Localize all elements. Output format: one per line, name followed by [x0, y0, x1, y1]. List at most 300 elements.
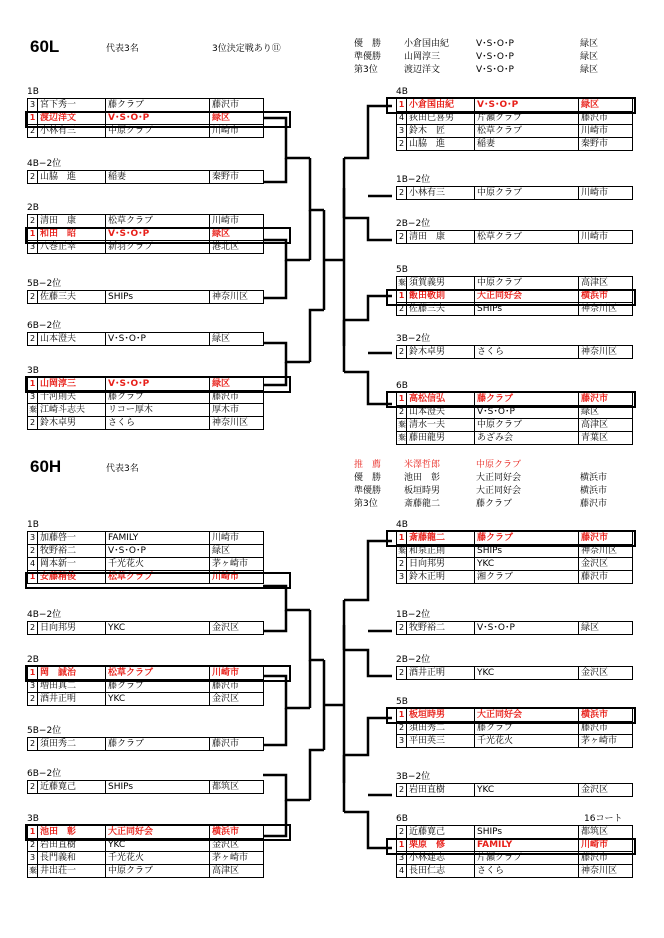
- result-area: 横浜市: [580, 473, 608, 483]
- player-name: 鈴木卓男: [38, 417, 106, 430]
- player-rank: 2: [397, 667, 407, 680]
- player-club: SHIPs: [106, 291, 210, 304]
- bracket-line: [344, 218, 392, 240]
- player-area: 緑区: [579, 406, 633, 419]
- player-club: SHIPs: [475, 545, 579, 558]
- player-name: 宮下秀一: [38, 99, 106, 112]
- player-name: 清水一夫: [407, 419, 475, 432]
- player-area: 緑区: [210, 545, 264, 558]
- player-area: 金沢区: [579, 558, 633, 571]
- player-area: 川崎市: [579, 839, 633, 852]
- player-name: 近藤寛己: [38, 781, 106, 794]
- result-club: 中原クラブ: [476, 460, 522, 470]
- player-name: 日向邦男: [407, 558, 475, 571]
- player-name: 清田 康: [38, 215, 106, 228]
- player-club: 片瀬クラブ: [475, 112, 579, 125]
- group-label: 2B: [27, 203, 39, 213]
- player-rank: 2: [397, 406, 407, 419]
- player-name: 山脇 進: [38, 171, 106, 184]
- player-name: 須田秀二: [407, 722, 475, 735]
- bracket-line: [344, 541, 392, 600]
- player-name: 加藤啓一: [38, 532, 106, 545]
- player-name: 斎藤龍二: [407, 532, 475, 545]
- bracket-line: [344, 372, 392, 404]
- player-name: 池田 彰: [38, 826, 106, 839]
- bracket-line: [344, 296, 392, 320]
- player-club: YKC: [106, 839, 210, 852]
- player-name: 小倉国由紀: [407, 99, 475, 112]
- result-name: 板垣時男: [404, 486, 441, 496]
- player-rank: 4: [397, 112, 407, 125]
- section-note-60h: 代表3名: [106, 464, 139, 474]
- player-rank: 2: [397, 138, 407, 151]
- result-name: 渡辺洋文: [404, 65, 441, 75]
- player-name: 小林有三: [407, 187, 475, 200]
- player-area: 川崎市: [579, 187, 633, 200]
- result-name: 小倉国由紀: [404, 39, 450, 49]
- player-rank: 3: [28, 852, 38, 865]
- player-area: 金沢区: [210, 839, 264, 852]
- player-rank: 1: [397, 839, 407, 852]
- bracket-line: [263, 158, 286, 182]
- player-name: 江崎斗志夫: [38, 404, 106, 417]
- group-label: 2B: [27, 655, 39, 665]
- player-rank: 2: [28, 545, 38, 558]
- player-club: 大正同好会: [475, 709, 579, 722]
- player-name: 和泉正則: [407, 545, 475, 558]
- group-label: 1B−2位: [396, 610, 431, 620]
- player-name: 十河則夫: [38, 391, 106, 404]
- court-label: 16コート: [584, 814, 623, 824]
- player-rank: 3: [28, 99, 38, 112]
- player-club: 湘クラブ: [475, 571, 579, 584]
- player-name: 須賀義男: [407, 277, 475, 290]
- player-rank: 2: [28, 291, 38, 304]
- player-area: 厚木市: [210, 404, 264, 417]
- group-label: 2B−2位: [396, 655, 431, 665]
- player-club: SHIPs: [106, 781, 210, 794]
- group-label: 5B−2位: [27, 726, 62, 736]
- player-area: 高津区: [579, 419, 633, 432]
- group-label: 3B: [27, 814, 39, 824]
- player-area: 金沢区: [210, 693, 264, 706]
- player-club: 藤クラブ: [475, 722, 579, 735]
- player-name: 山本澄夫: [407, 406, 475, 419]
- group-label: 4B: [396, 520, 408, 530]
- player-area: 秦野市: [210, 171, 264, 184]
- result-label: 準優勝: [354, 486, 382, 496]
- player-name: 山岡淳三: [38, 378, 106, 391]
- player-club: V･S･O･P: [475, 406, 579, 419]
- player-club: SHIPs: [475, 826, 579, 839]
- player-club: YKC: [475, 558, 579, 571]
- player-area: 都筑区: [210, 781, 264, 794]
- player-area: 金沢区: [579, 667, 633, 680]
- player-name: 板垣時男: [407, 709, 475, 722]
- player-club: 稲妻: [106, 171, 210, 184]
- player-club: 松草クラブ: [106, 571, 210, 584]
- player-rank: 1: [28, 571, 38, 584]
- player-area: 横浜市: [579, 290, 633, 303]
- group-label: 4B−2位: [27, 159, 62, 169]
- result-area: 緑区: [580, 65, 599, 75]
- player-club: さくら: [475, 346, 579, 359]
- player-club: FAMILY: [475, 839, 579, 852]
- player-rank: 3: [28, 241, 38, 254]
- player-area: 緑区: [579, 99, 633, 112]
- player-rank: 1: [397, 709, 407, 722]
- player-area: 藤沢市: [210, 738, 264, 751]
- player-rank: 2: [397, 622, 407, 635]
- player-rank: 2: [397, 346, 407, 359]
- player-rank: 3: [397, 571, 407, 584]
- bracket-line: [263, 362, 286, 385]
- player-rank: 棄: [28, 865, 38, 878]
- bracket-line: [344, 718, 392, 755]
- player-club: 藤クラブ: [475, 532, 579, 545]
- player-area: 藤沢市: [579, 571, 633, 584]
- player-area: 緑区: [210, 228, 264, 241]
- player-rank: 2: [28, 125, 38, 138]
- player-area: 高津区: [579, 277, 633, 290]
- player-name: 佐藤三夫: [38, 291, 106, 304]
- player-area: 金沢区: [579, 784, 633, 797]
- bracket-line: [310, 310, 324, 362]
- player-name: 須田秀二: [38, 738, 106, 751]
- player-name: 近藤寛己: [407, 826, 475, 839]
- player-area: 港北区: [210, 241, 264, 254]
- player-name: 佐藤三夫: [407, 303, 475, 316]
- player-name: 井出荘一: [38, 865, 106, 878]
- player-club: 藤クラブ: [106, 680, 210, 693]
- player-area: 横浜市: [210, 826, 264, 839]
- player-area: 神奈川区: [579, 545, 633, 558]
- player-rank: 棄: [397, 277, 407, 290]
- player-area: 緑区: [210, 378, 264, 391]
- player-area: 川崎市: [210, 571, 264, 584]
- group-label: 6B−2位: [27, 769, 62, 779]
- player-name: 栗原 修: [407, 839, 475, 852]
- player-club: V･S･O･P: [106, 378, 210, 391]
- player-area: 藤沢市: [579, 393, 633, 406]
- bracket-line: [263, 775, 310, 800]
- player-name: 藤田龍男: [407, 432, 475, 445]
- player-name: 小林建志: [407, 852, 475, 865]
- result-label: 準優勝: [354, 52, 382, 62]
- player-area: 青葉区: [579, 432, 633, 445]
- group-label: 5B−2位: [27, 279, 62, 289]
- group-label: 6B−2位: [27, 321, 62, 331]
- player-club: リコー厚木: [106, 404, 210, 417]
- player-name: 日向邦男: [38, 622, 106, 635]
- bracket-line: [263, 260, 286, 298]
- player-rank: 棄: [28, 404, 38, 417]
- player-rank: 2: [28, 839, 38, 852]
- player-area: 川崎市: [210, 215, 264, 228]
- player-club: 新羽クラブ: [106, 241, 210, 254]
- section-extra-60l: 3位決定戦あり⑪: [212, 44, 281, 54]
- bracket-line: [263, 118, 310, 158]
- player-club: さくら: [475, 865, 579, 878]
- result-club: 藤クラブ: [476, 499, 513, 509]
- player-name: 長門義和: [38, 852, 106, 865]
- bracket-line: [344, 650, 392, 676]
- player-rank: 棄: [397, 419, 407, 432]
- player-name: 牧野裕二: [407, 622, 475, 635]
- player-rank: 2: [28, 622, 38, 635]
- bracket-line: [263, 240, 310, 260]
- player-rank: 1: [28, 667, 38, 680]
- player-name: 鈴木 匠: [407, 125, 475, 138]
- result-label: 第3位: [354, 499, 378, 509]
- player-area: 藤沢市: [579, 852, 633, 865]
- player-rank: 3: [397, 852, 407, 865]
- player-name: 山脇 進: [407, 138, 475, 151]
- player-rank: 2: [397, 187, 407, 200]
- player-rank: 2: [28, 171, 38, 184]
- player-club: V･S･O･P: [106, 545, 210, 558]
- player-area: 川崎市: [579, 125, 633, 138]
- bracket-line: [310, 750, 324, 800]
- player-area: 緑区: [210, 112, 264, 125]
- player-club: 松草クラブ: [106, 667, 210, 680]
- player-area: 藤沢市: [579, 112, 633, 125]
- player-club: 大正同好会: [475, 290, 579, 303]
- player-club: V･S･O･P: [106, 333, 210, 346]
- player-rank: 1: [28, 826, 38, 839]
- player-rank: 1: [397, 532, 407, 545]
- player-name: 長田仁志: [407, 865, 475, 878]
- player-rank: 3: [28, 532, 38, 545]
- group-label: 2B−2位: [396, 219, 431, 229]
- player-rank: 3: [28, 391, 38, 404]
- player-area: 茅ヶ崎市: [210, 558, 264, 571]
- player-club: V･S･O･P: [475, 99, 579, 112]
- result-area: 横浜市: [580, 486, 608, 496]
- result-label: 第3位: [354, 65, 378, 75]
- player-rank: 1: [28, 378, 38, 391]
- player-club: 藤クラブ: [106, 99, 210, 112]
- player-area: 緑区: [579, 622, 633, 635]
- group-label: 6B: [396, 814, 408, 824]
- player-name: 高松信弘: [407, 393, 475, 406]
- player-club: 中原クラブ: [475, 187, 579, 200]
- player-area: 横浜市: [579, 709, 633, 722]
- player-club: 片瀬クラブ: [475, 852, 579, 865]
- bracket-line: [263, 586, 310, 610]
- player-club: 松草クラブ: [475, 231, 579, 244]
- player-rank: 1: [397, 393, 407, 406]
- player-club: 藤クラブ: [106, 738, 210, 751]
- player-rank: 2: [397, 722, 407, 735]
- player-rank: 3: [397, 125, 407, 138]
- result-club: V･S･O･P: [476, 65, 514, 75]
- player-name: 和田 昭: [38, 228, 106, 241]
- player-name: 岩田直樹: [407, 784, 475, 797]
- player-rank: 1: [28, 228, 38, 241]
- player-rank: 2: [28, 693, 38, 706]
- player-rank: 2: [397, 784, 407, 797]
- group-label: 1B: [27, 87, 39, 97]
- player-area: 川崎市: [210, 532, 264, 545]
- player-club: V･S･O･P: [475, 622, 579, 635]
- bracket-line: [310, 610, 324, 660]
- section-title-60h: 60H: [30, 457, 62, 476]
- group-label: 3B: [27, 366, 39, 376]
- bracket-line: [263, 708, 286, 745]
- player-name: 渡辺洋文: [38, 112, 106, 125]
- player-club: V･S･O･P: [106, 112, 210, 125]
- player-name: 鈴木正明: [407, 571, 475, 584]
- group-label: 1B−2位: [396, 175, 431, 185]
- result-club: V･S･O･P: [476, 39, 514, 49]
- group-label: 4B: [396, 87, 408, 97]
- result-name: 山岡淳三: [404, 52, 441, 62]
- bracket-line: [263, 676, 310, 708]
- player-area: 藤沢市: [210, 680, 264, 693]
- player-rank: 2: [397, 558, 407, 571]
- player-name: 清田 康: [407, 231, 475, 244]
- result-club: 大正同好会: [476, 473, 522, 483]
- player-rank: 棄: [397, 432, 407, 445]
- bracket-line: [263, 610, 286, 631]
- result-area: 藤沢市: [580, 499, 608, 509]
- player-club: FAMILY: [106, 532, 210, 545]
- section-note-60l: 代表3名: [106, 44, 139, 54]
- player-name: 飯田敬則: [407, 290, 475, 303]
- bracket-line: [263, 800, 286, 836]
- player-area: 藤沢市: [579, 722, 633, 735]
- player-rank: 棄: [397, 545, 407, 558]
- player-rank: 3: [28, 680, 38, 693]
- result-label: 推 薦: [354, 460, 382, 470]
- result-area: 緑区: [580, 39, 599, 49]
- player-rank: 2: [28, 417, 38, 430]
- group-label: 5B: [396, 265, 408, 275]
- player-name: 岡 誠治: [38, 667, 106, 680]
- player-area: 藤沢市: [210, 99, 264, 112]
- player-area: 神奈川区: [579, 303, 633, 316]
- group-label: 6B: [396, 381, 408, 391]
- player-club: 松草クラブ: [475, 125, 579, 138]
- player-name: 八巻正幸: [38, 241, 106, 254]
- player-area: 神奈川区: [579, 865, 633, 878]
- player-club: YKC: [106, 693, 210, 706]
- player-rank: 2: [397, 231, 407, 244]
- player-rank: 2: [397, 303, 407, 316]
- player-club: 中原クラブ: [106, 125, 210, 138]
- player-club: さくら: [106, 417, 210, 430]
- player-club: 中原クラブ: [475, 419, 579, 432]
- player-club: 千光花火: [106, 558, 210, 571]
- player-club: 藤クラブ: [475, 393, 579, 406]
- player-area: 藤沢市: [579, 532, 633, 545]
- group-label: 4B−2位: [27, 610, 62, 620]
- player-club: SHIPs: [475, 303, 579, 316]
- player-area: 川崎市: [210, 125, 264, 138]
- player-area: 藤沢市: [210, 391, 264, 404]
- player-club: YKC: [106, 622, 210, 635]
- result-label: 優 勝: [354, 473, 382, 483]
- player-name: 岡本新一: [38, 558, 106, 571]
- player-area: 金沢区: [210, 622, 264, 635]
- player-area: 緑区: [210, 333, 264, 346]
- player-area: 高津区: [210, 865, 264, 878]
- player-area: 都筑区: [579, 826, 633, 839]
- player-club: YKC: [475, 667, 579, 680]
- player-rank: 3: [397, 735, 407, 748]
- player-club: あざみ会: [475, 432, 579, 445]
- player-area: 神奈川区: [210, 291, 264, 304]
- player-name: 安藤精俊: [38, 571, 106, 584]
- player-club: 大正同好会: [106, 826, 210, 839]
- player-rank: 1: [397, 290, 407, 303]
- player-area: 神奈川区: [210, 417, 264, 430]
- player-club: 稲妻: [475, 138, 579, 151]
- group-label: 3B−2位: [396, 772, 431, 782]
- player-area: 秦野市: [579, 138, 633, 151]
- player-name: 平田英三: [407, 735, 475, 748]
- player-rank: 2: [28, 781, 38, 794]
- player-club: 松草クラブ: [106, 215, 210, 228]
- bracket-line: [310, 158, 324, 210]
- player-club: YKC: [475, 784, 579, 797]
- player-rank: 4: [28, 558, 38, 571]
- player-name: 酒井正明: [38, 693, 106, 706]
- player-area: 神奈川区: [579, 346, 633, 359]
- player-name: 岩田直樹: [38, 839, 106, 852]
- group-label: 1B: [27, 520, 39, 530]
- player-rank: 2: [28, 738, 38, 751]
- group-label: 5B: [396, 697, 408, 707]
- result-club: 大正同好会: [476, 486, 522, 496]
- player-rank: 4: [397, 865, 407, 878]
- result-name: 斎藤龍二: [404, 499, 441, 509]
- player-name: 増田真二: [38, 680, 106, 693]
- result-label: 優 勝: [354, 39, 382, 49]
- player-club: 千光花火: [106, 852, 210, 865]
- player-club: 藤クラブ: [106, 391, 210, 404]
- player-area: 川崎市: [210, 667, 264, 680]
- bracket-line: [263, 343, 310, 362]
- section-title-60l: 60L: [30, 37, 60, 56]
- player-name: 牧野裕二: [38, 545, 106, 558]
- player-rank: 1: [28, 112, 38, 125]
- result-club: V･S･O･P: [476, 52, 514, 62]
- result-name: 米澤哲郎: [404, 460, 441, 470]
- player-name: 鈴木卓男: [407, 346, 475, 359]
- player-name: 酒井正明: [407, 667, 475, 680]
- player-area: 茅ヶ崎市: [579, 735, 633, 748]
- result-area: 緑区: [580, 52, 599, 62]
- player-club: 中原クラブ: [106, 865, 210, 878]
- player-rank: 2: [28, 333, 38, 346]
- player-name: 山本澄夫: [38, 333, 106, 346]
- player-rank: 2: [397, 826, 407, 839]
- player-name: 荻田巳喜男: [407, 112, 475, 125]
- player-club: V･S･O･P: [106, 228, 210, 241]
- player-club: 千光花火: [475, 735, 579, 748]
- player-rank: 2: [28, 215, 38, 228]
- bracket-line: [344, 812, 392, 848]
- player-name: 小林有三: [38, 125, 106, 138]
- player-club: 中原クラブ: [475, 277, 579, 290]
- result-name: 池田 彰: [404, 473, 441, 483]
- player-area: 川崎市: [579, 231, 633, 244]
- player-area: 茅ヶ崎市: [210, 852, 264, 865]
- bracket-line: [344, 106, 392, 158]
- player-rank: 1: [397, 99, 407, 112]
